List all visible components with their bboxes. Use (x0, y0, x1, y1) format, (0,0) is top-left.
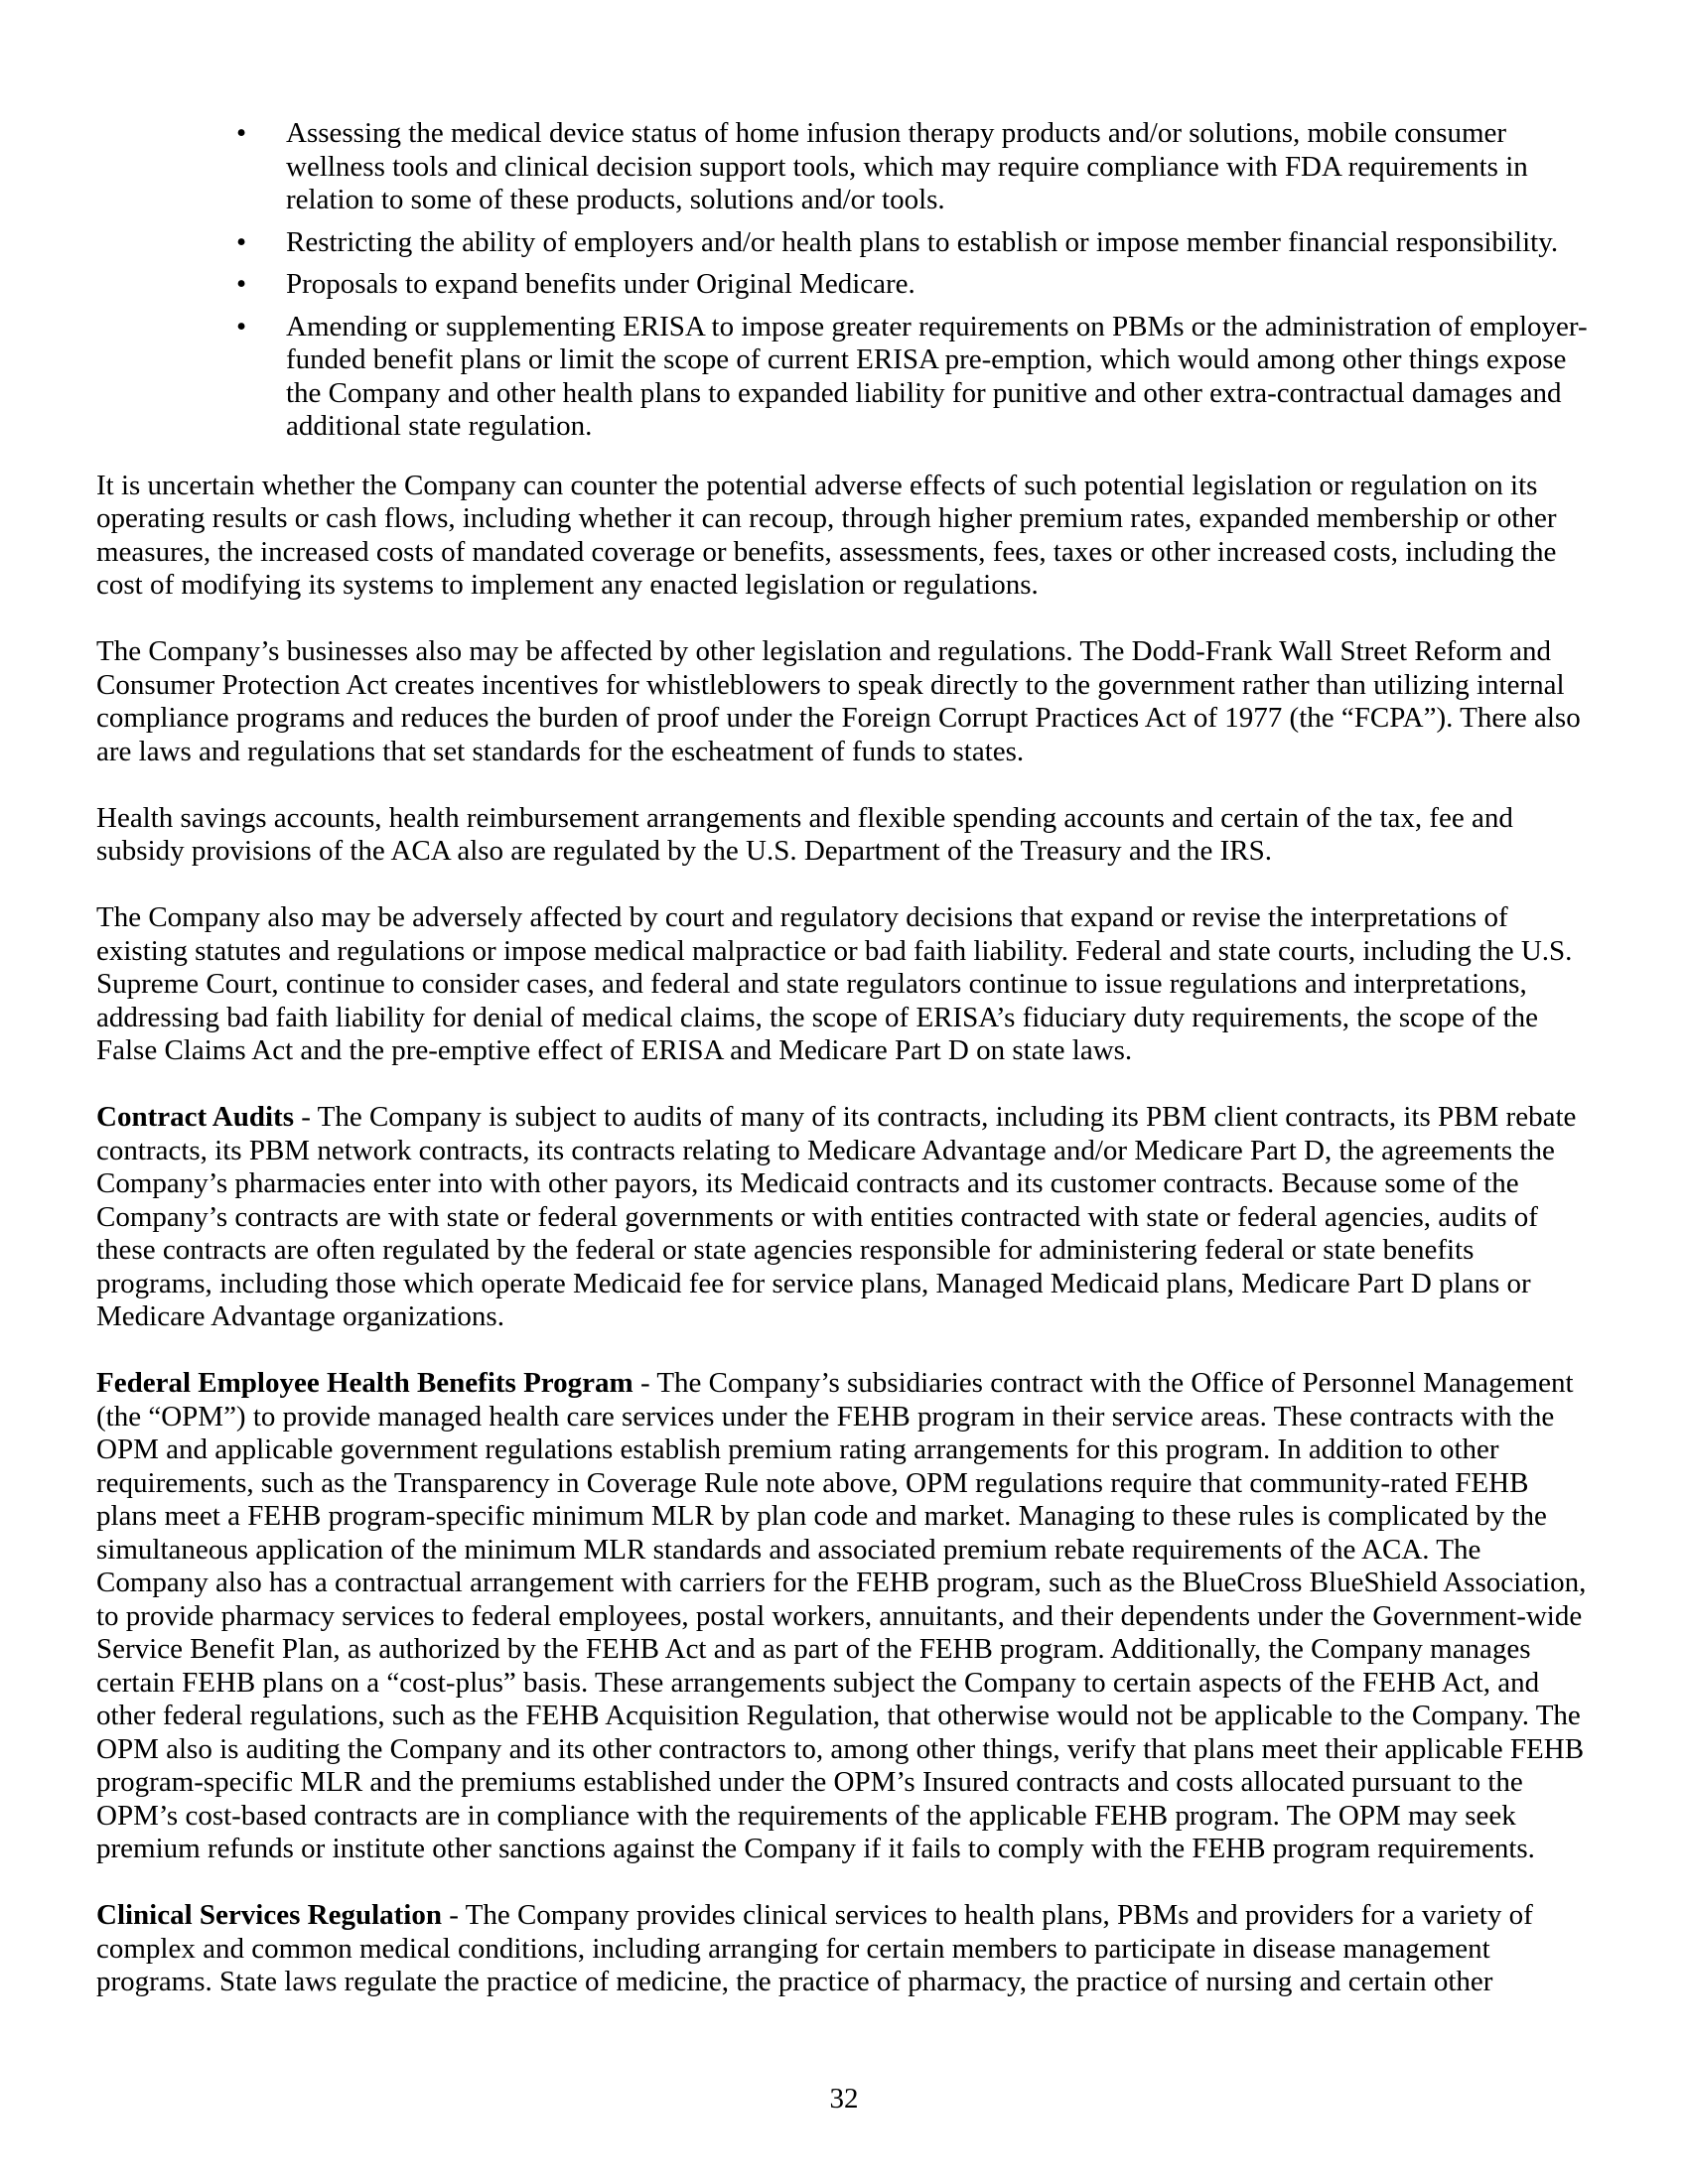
bullet-icon: • (236, 117, 247, 149)
bullet-icon: • (236, 310, 247, 342)
paragraph-text: Health savings accounts, health reimbursement arrangements and flexible spending accounts and certain of the tax, fee and subsidy provisions of the ACA also are regulated by the U.S. Department of the Treasury and the IRS. (96, 801, 1513, 867)
bullet-item (96, 117, 1592, 217)
paragraph (96, 802, 1592, 869)
bullet-icon: • (236, 225, 247, 258)
bullet-text: Assessing the medical device status of home infusion therapy products and/or solutions, mobile consumer wellness tools and clinical decision support tools, which may require compliance with FDA requirements in relation to some of these products, solutions and/or tools. (286, 117, 1528, 215)
paragraph-section (96, 470, 1592, 1999)
paragraph-text: The Company’s businesses also may be affected by other legislation and regulations. The Dodd-Frank Wall Street Reform and Consumer Protection Act creates incentives for whistleblowers to speak directly to the government rather than utilizing internal compliance programs and reduces the burden of proof under the Foreign Corrupt Practices Act of 1977 (the “FCPA”). There also are laws and regulations that set standards for the escheatment of funds to states. (96, 635, 1581, 767)
paragraph-lead: Clinical Services Regulation (96, 1899, 442, 1931)
paragraph-lead: Federal Employee Health Benefits Program (96, 1367, 633, 1399)
bullet-text: Proposals to expand benefits under Original Medicare. (286, 268, 915, 300)
paragraph-text: - The Company is subject to audits of many of its contracts, including its PBM client contracts, its PBM rebate contracts, its PBM network contracts, its contracts relating to Medicare Advantage and/or Medicare Part D, the agreements the Company’s pharmacies enter into with other payors, its Medicaid contracts and its customer contracts. Because some of the Company’s contracts are with state or federal governments or with entities contracted with state or federal agencies, audits of these contracts are often regulated by the federal or state agencies responsible for administering federal or state benefits programs, including those which operate Medicaid fee for service plans, Managed Medicaid plans, Medicare Part D plans or Medicare Advantage organizations. (96, 1101, 1577, 1332)
paragraph-text: - The Company provides clinical services to health plans, PBMs and providers for a variety of complex and common medical conditions, including arranging for certain members to participate in disease management programs. State laws regulate the practice of medicine, the practice of pharmacy, the practice of nursing and certain other (96, 1899, 1533, 1997)
paragraph-text: It is uncertain whether the Company can counter the potential adverse effects of such potential legislation or regulation on its operating results or cash flows, including whether it can recoup, through higher premium rates, expanded membership or other measures, the increased costs of mandated coverage or benefits, assessments, fees, taxes or other increased costs, including the cost of modifying its systems to implement any enacted legislation or regulations. (96, 469, 1557, 601)
paragraph (96, 635, 1592, 768)
paragraph-text: - The Company’s subsidiaries contract with the Office of Personnel Management (the “OPM”) to provide managed health care services under the FEHB program in their service areas. These contracts with the OPM and applicable government regulations establish premium rating arrangements for this program. In addition to other requirements, such as the Transparency in Coverage Rule note above, OPM regulations require that community-rated FEHB plans meet a FEHB program-specific minimum MLR by plan code and market. Managing to these rules is complicated by the simultaneous application of the minimum MLR standards and associated premium rebate requirements of the ACA. The Company also has a contractual arrangement with carriers for the FEHB program, such as the BlueCross BlueShield Association, to provide pharmacy services to federal employees, postal workers, annuitants, and their dependents under the Government-wide Service Benefit Plan, as authorized by the FEHB Act and as part of the FEHB program. Additionally, the Company manages certain FEHB plans on a “cost-plus” basis. These arrangements subject the Company to certain aspects of the FEHB Act, and other federal regulations, such as the FEHB Acquisition Regulation, that otherwise would not be applicable to the Company. The OPM also is auditing the Company and its other contractors to, among other things, verify that plans meet their applicable FEHB program-specific MLR and the premiums established under the OPM’s Insured contracts and costs allocated pursuant to the OPM’s cost-based contracts are in compliance with the requirements of the applicable FEHB program. The OPM may seek premium refunds or institute other sanctions against the Company if it fails to comply with the FEHB program requirements. (96, 1367, 1587, 1864)
bullet-item (96, 311, 1592, 444)
page-number: 32 (829, 2083, 859, 2115)
paragraph-lead: Contract Audits (96, 1101, 294, 1133)
paragraph (96, 901, 1592, 1068)
bullet-text: Restricting the ability of employers and/or health plans to establish or impose member financial responsibility. (286, 225, 1559, 258)
paragraph (96, 1101, 1592, 1334)
paragraph (96, 1899, 1592, 1999)
bullet-item (96, 226, 1592, 260)
bullet-text: Amending or supplementing ERISA to impose greater requirements on PBMs or the administration of employer-funded benefit plans or limit the scope of current ERISA pre-emption, which would among other things expose the Company and other health plans to expanded liability for punitive and other extra-contractual damages and additional state regulation. (286, 310, 1588, 442)
bullet-icon: • (236, 268, 247, 300)
paragraph-text: The Company also may be adversely affected by court and regulatory decisions that expand or revise the interpretations of existing statutes and regulations or impose medical malpractice or bad faith liability. Federal and state courts, including the U.S. Supreme Court, continue to consider cases, and federal and state regulators continue to issue regulations and interpretations, addressing bad faith liability for denial of medical claims, the scope of ERISA’s fiduciary duty requirements, the scope of the False Claims Act and the pre-emptive effect of ERISA and Medicare Part D on state laws. (96, 901, 1573, 1066)
bullet-item (96, 268, 1592, 302)
paragraph (96, 1367, 1592, 1866)
paragraph (96, 470, 1592, 603)
bullet-list (96, 117, 1592, 444)
